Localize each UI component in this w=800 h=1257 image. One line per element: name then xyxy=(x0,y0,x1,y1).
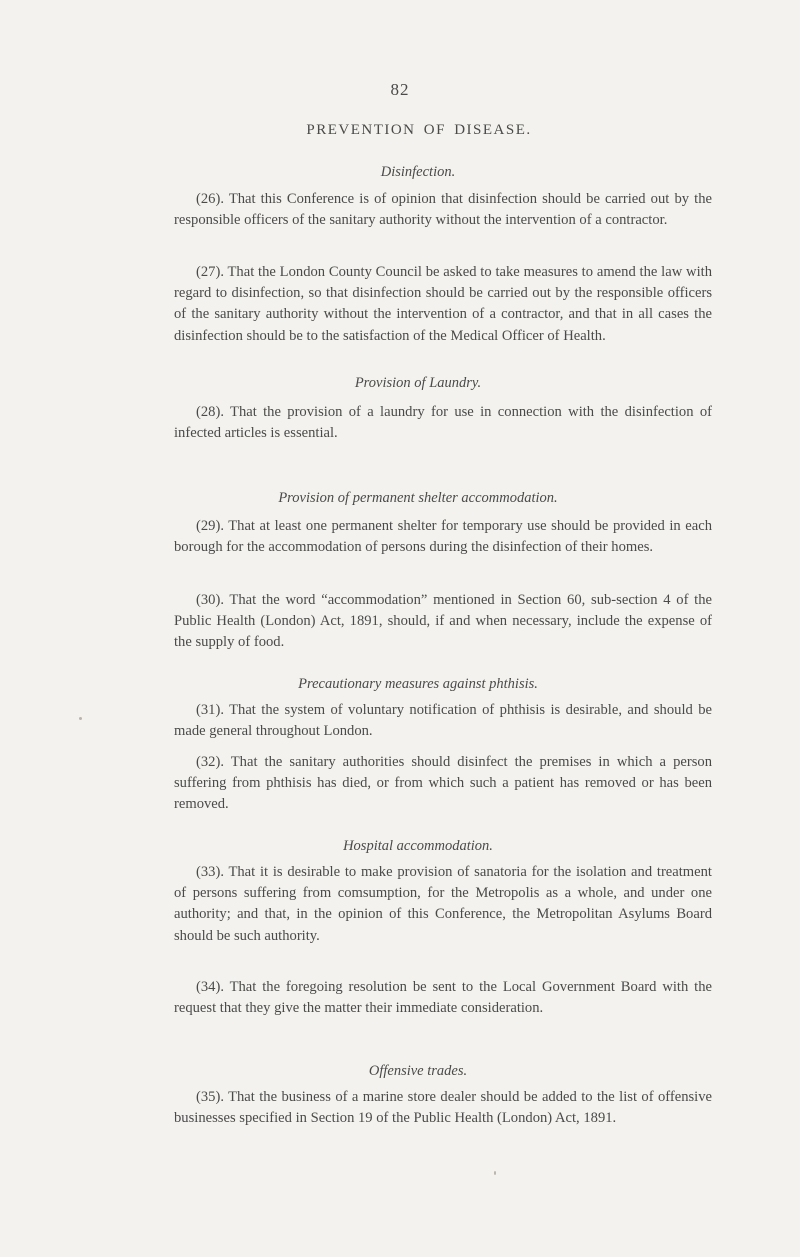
section-heading-phthisis: Precautionary measures against phthisis. xyxy=(298,676,538,692)
paragraph-34: (34). That the foregoing resolution be sent to the Local Government Board with the request that they give the matter their immediate consideration. xyxy=(174,979,712,1017)
paragraph-32: (32). That the sanitary authorities should disinfect the premises in which a person suffering from phthisis has died, or from which such a patient has removed or has been removed. xyxy=(174,754,712,813)
paper-speck xyxy=(79,717,82,720)
page-title: PREVENTION OF DISEASE. xyxy=(306,122,532,138)
section-heading-hospital: Hospital accommodation. xyxy=(343,838,493,854)
paragraph-30: (30). That the word “accommodation” mentioned in Section 60, sub-section 4 of the Public Health (London) Act, 1891, should, if and when necessary, include the expense of the supply of food. xyxy=(174,592,712,651)
paragraph-33: (33). That it is desirable to make provision of sanatoria for the isolation and treatment of persons suffering from comsumption, for the Metropolis as a whole, and under one authority; and that, in the opinion of this Conference, the Metropolitan Asylums Board should be such authority. xyxy=(174,864,712,944)
section-heading-shelter: Provision of permanent shelter accommodation. xyxy=(278,490,558,506)
paper-speck xyxy=(494,1171,496,1175)
paragraph-35: (35). That the business of a marine store dealer should be added to the list of offensive businesses specified in Section 19 of the Public Health (London) Act, 1891. xyxy=(174,1089,712,1127)
paragraph-29: (29). That at least one permanent shelter for temporary use should be provided in each borough for the accommodation of persons during the disinfection of their homes. xyxy=(174,518,712,556)
section-heading-laundry: Provision of Laundry. xyxy=(354,375,482,391)
page-number: 82 xyxy=(390,80,410,99)
paragraph-28: (28). That the provision of a laundry for use in connection with the disinfection of infected articles is essential. xyxy=(174,404,712,442)
section-heading-offensive-trades: Offensive trades. xyxy=(368,1063,468,1079)
paragraph-26: (26). That this Conference is of opinion that disinfection should be carried out by the responsible officers of the sanitary authority without the intervention of a contractor. xyxy=(174,191,712,229)
section-heading-disinfection: Disinfection. xyxy=(380,164,456,180)
paragraph-27: (27). That the London County Council be asked to take measures to amend the law with regard to disinfection, so that disinfection should be carried out by the responsible officers of the sanitary authority without the intervention of a contractor, and that in all cases the disinfection should be to the satisfaction of the Medical Officer of Health. xyxy=(174,264,712,344)
paragraph-31: (31). That the system of voluntary notification of phthisis is desirable, and should be made general throughout London. xyxy=(174,702,712,740)
